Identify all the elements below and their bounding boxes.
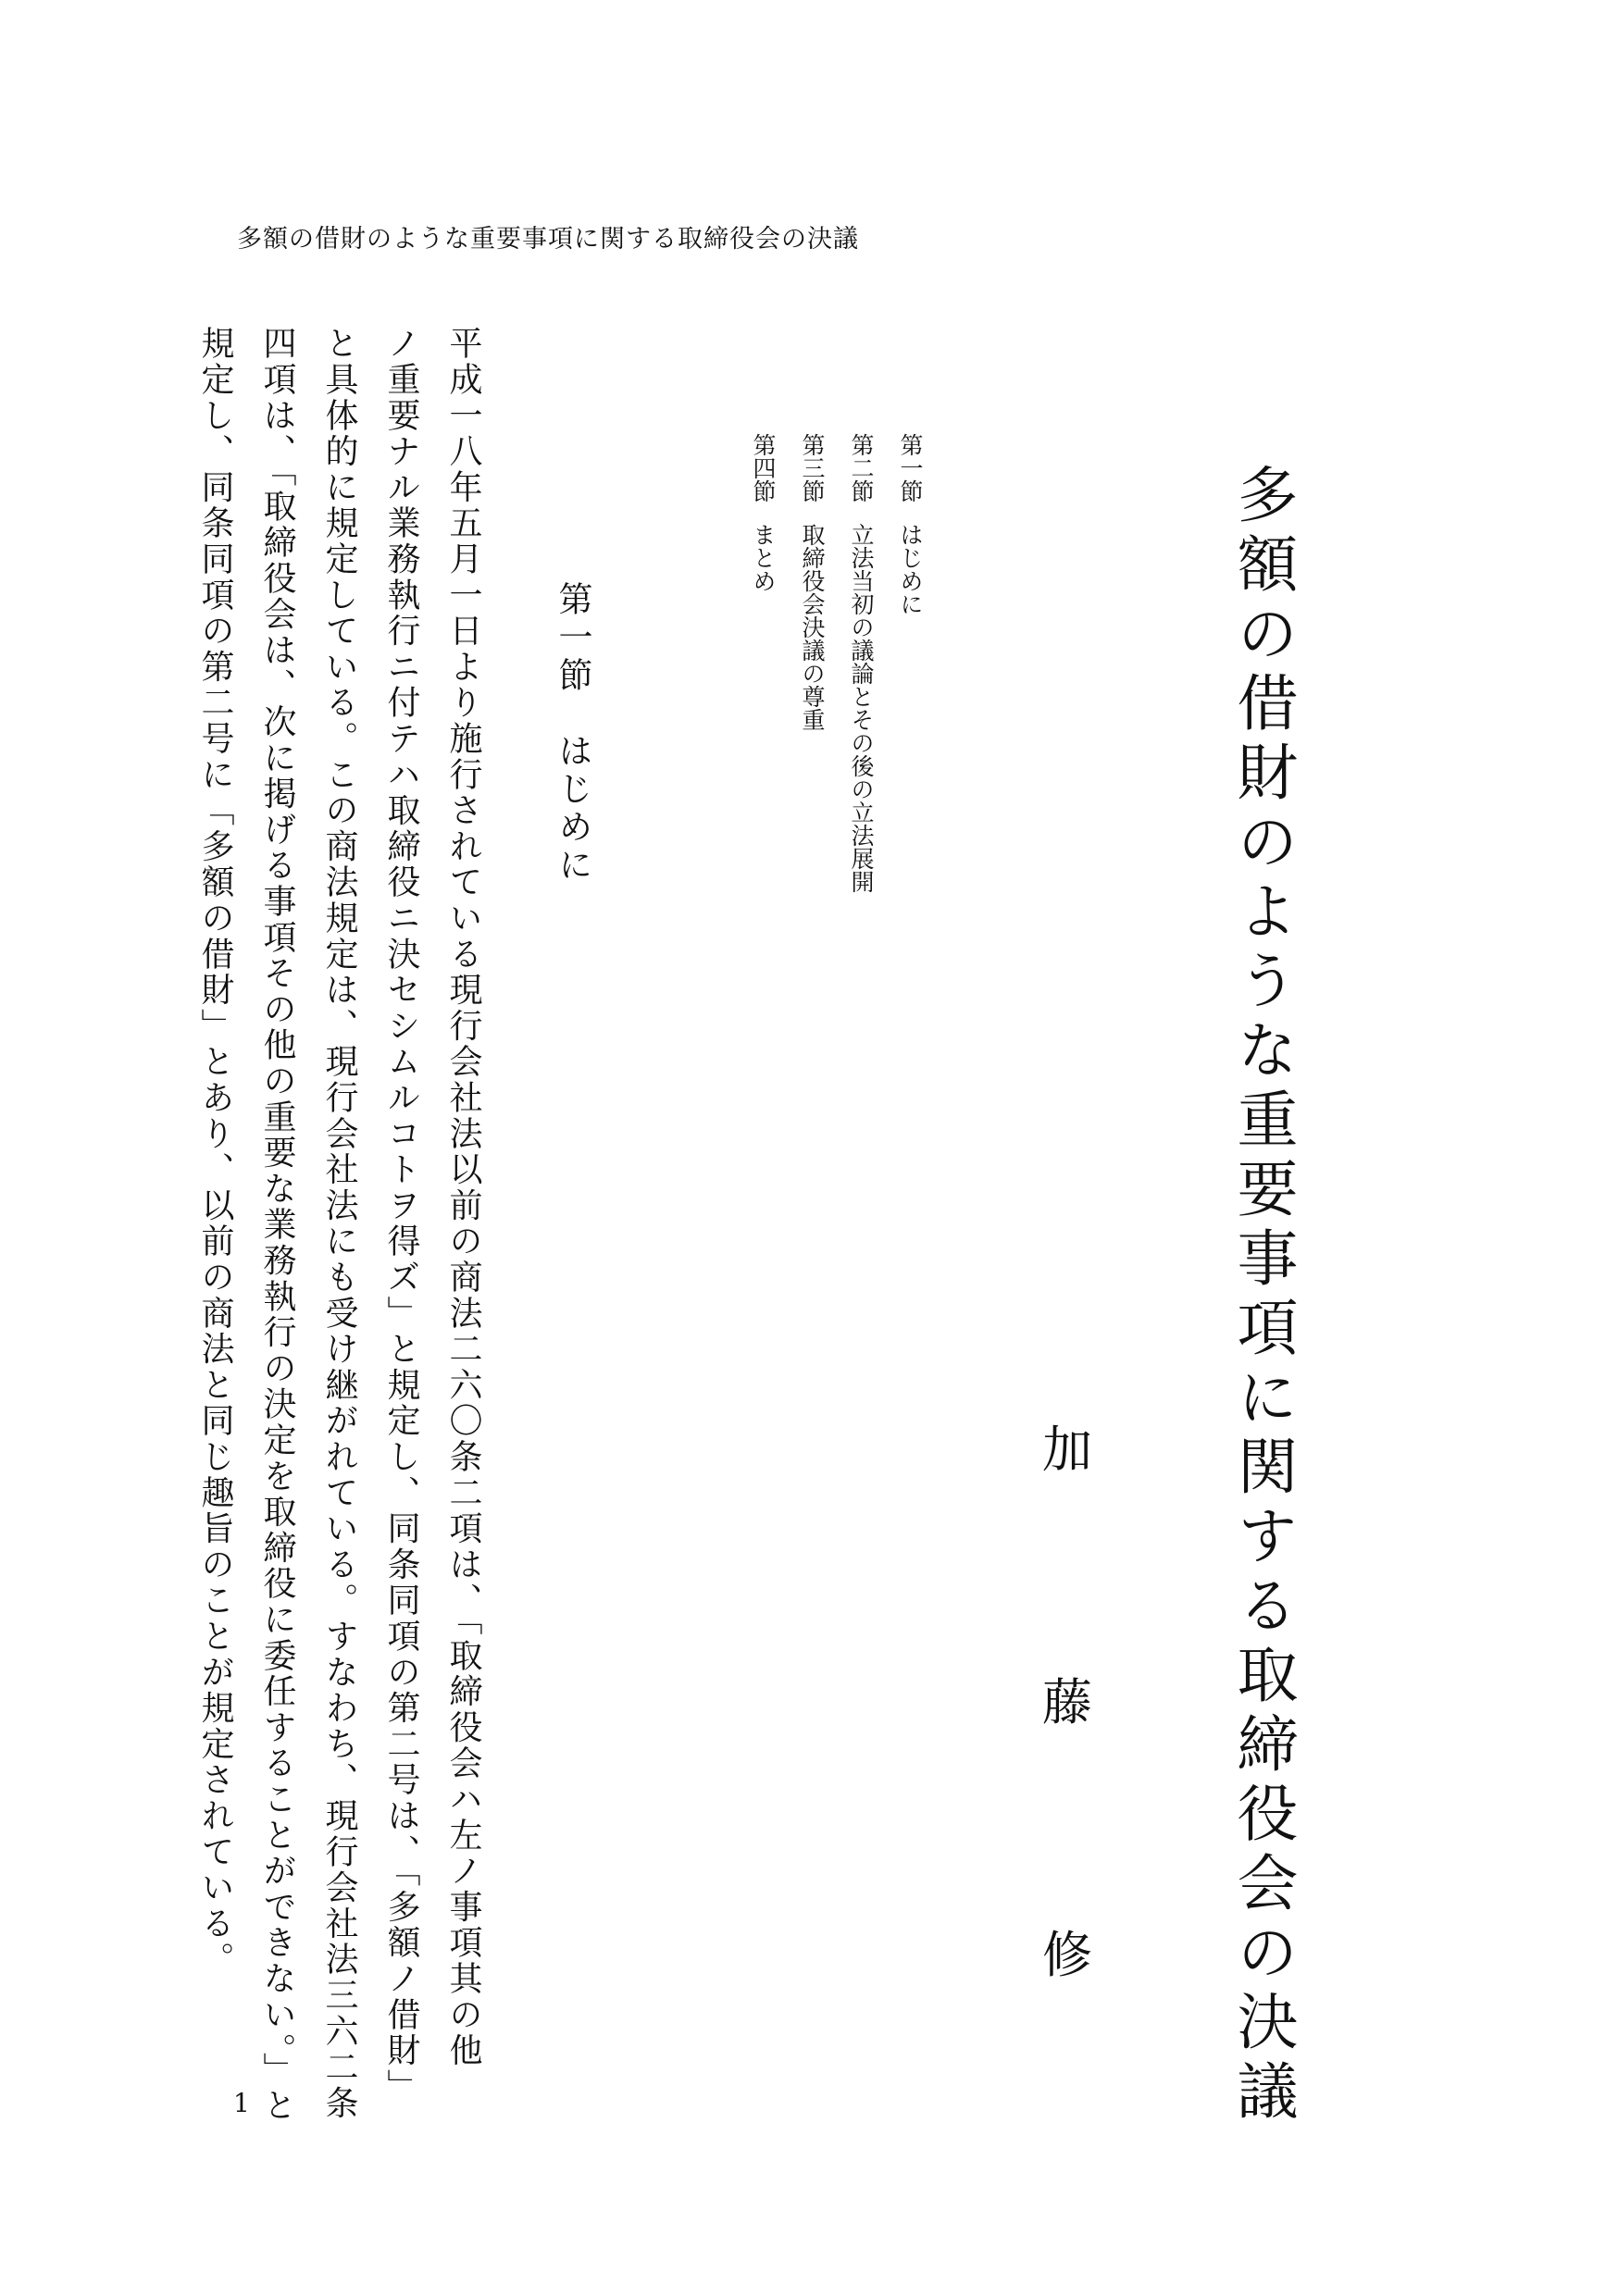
toc-item-number: 第三節 [799,433,826,503]
toc-item-label: はじめに [897,523,924,615]
body-line: 平成一八年五月一日より施行されている現行会社法以前の商法二六〇条二項は、「取締役会ハ左ノ事項其の他 [444,326,482,2069]
toc-item-number: 第一節 [897,433,924,503]
body-line: 四項は、「取締役会は、次に掲げる事項その他の重要な業務執行の決定を取締役に委任することができない。」と [258,326,296,2124]
author-char: 藤 [1042,1673,1092,1731]
body-line: 規定し、同条同項の第二号に「多額の借財」とあり、以前の商法と同じ趣旨のことが規定されている。 [196,326,234,1978]
section-heading: 第一節 はじめに [553,581,592,885]
article-title: 多額の借財のような重要事項に関する取締役会の決議 [1226,463,1298,2128]
toc-item-number: 第四節 [750,433,777,503]
toc-item [850,433,873,893]
table-of-contents [752,433,922,893]
toc-item [801,433,824,893]
page-number: 1 [233,2088,250,2118]
body-line: と具体的に規定している。この商法規定は、現行会社法にも受け継がれている。すなわち、現行会社法三六二条 [320,326,358,2121]
toc-item-number: 第二節 [848,433,875,503]
toc-item-label: 立法当初の議論とその後の立法展開 [848,523,875,893]
toc-item [899,433,922,893]
author-name [1042,1421,1092,1984]
body-line: ノ重要ナル業務執行ニ付テハ取締役ニ決セシムルコトヲ得ズ」と規定し、同条同項の第二号は、「多額ノ借財」 [382,326,420,2104]
toc-item-label: まとめ [750,523,777,592]
toc-item [752,433,775,893]
body-text [196,326,482,2124]
toc-item-label: 取締役会決議の尊重 [799,523,826,731]
running-header: 多額の借財のような重要事項に関する取締役会の決議 [237,225,859,254]
author-char: 修 [1042,1926,1092,1984]
author-char: 加 [1042,1421,1092,1479]
